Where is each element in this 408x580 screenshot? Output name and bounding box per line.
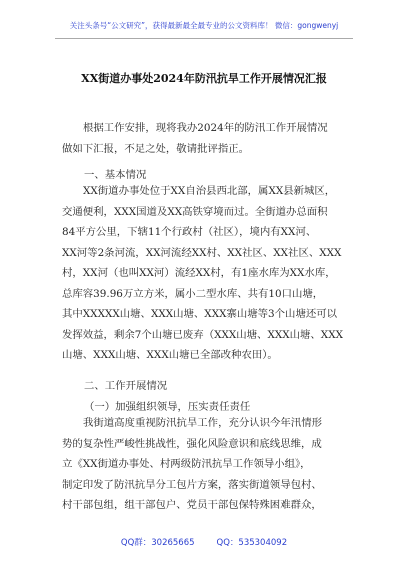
paragraph-line: 村干部包组，组干部包户、党员干部包保特殊困难群众， [62,499,322,511]
paragraph-line: 制定印发了防汛抗旱分工包片方案，落实街道领导包村、 [62,478,322,491]
paragraph-line: 势的复杂性严峻性挑战性，强化风险意识和底线思维，成 [62,437,322,450]
paragraph-line: 84平方公里，下辖11个行政村（社区），境内有XX河、 [62,226,317,238]
paragraph-line: 交通便利，XXX国道及XX高铁穿境而过。全街道办总面积 [62,205,328,218]
footer-contacts [0,536,408,548]
footer-qq-group: QQ群：30265665 [120,538,195,548]
footer-qq: QQ：535304092 [216,538,288,548]
intro-line: 做如下汇报，不足之处，敬请批评指正。 [62,142,250,155]
intro-paragraph [62,118,352,159]
paragraph-line: 总库容39.96万立方米，属小二型水库、共有10口山塘， [62,287,324,300]
paragraph-line: 村，XX河（也叫XX河）流经XX村，有1座水库为XX水库， [62,267,336,279]
header-divider [55,38,353,39]
section-heading-basic: 一、基本情况 [84,169,147,181]
paragraph-line: 发挥效益，剩余7个山塘已废弃（XXX山塘、XXX山塘、XXX [62,328,343,341]
paragraph-line: XX河等2条河流，XX河流经XX村、XX社区、XX社区、XXX [62,246,342,259]
paragraph-line: 山塘、XXX山塘、XXX山塘已全部改种农田）。 [62,349,278,361]
header-banner: 关注头条号“公文研究”，获得最新最全最专业的公文资料库！ 微信：gongwenyj [69,21,339,30]
paragraph-line: XX街道办事处位于XX自治县西北部，属XX县新城区， [83,185,336,197]
subsection-heading: （一）加强组织领导，压实责任责任 [84,401,251,413]
section-heading-work: 二、工作开展情况 [84,380,168,392]
paragraph-line: 其中XXXXX山塘、XXX山塘、XXX寨山塘等3个山塘还可以 [62,308,338,320]
paragraph-line: 立《XX街道办事处、村两级防汛抗旱工作领导小组》， [62,458,311,470]
document-title: XX街道办事处2024年防汛抗旱工作开展情况汇报 [81,72,327,85]
work-paragraph [62,413,352,516]
intro-line: 根据工作安排，现将我办2024年的防汛工作开展情况 [83,122,328,134]
paragraph-line: 我街道高度重视防汛抗旱工作，充分认识今年汛情形 [83,417,322,429]
basic-info-paragraph [62,181,352,366]
